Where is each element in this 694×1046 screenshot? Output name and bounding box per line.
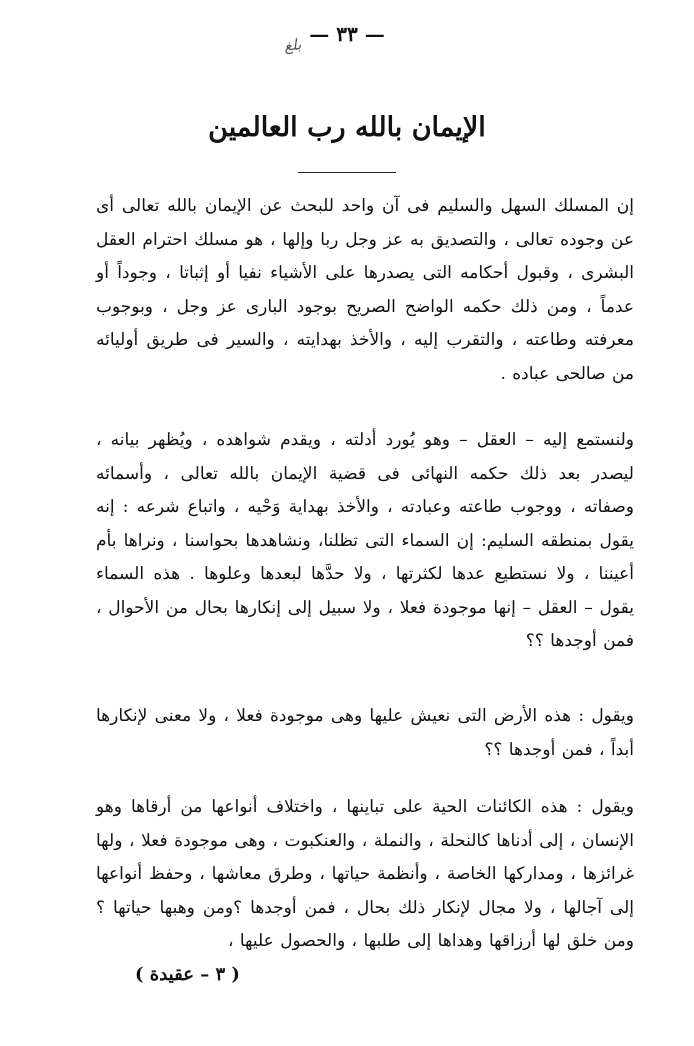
paragraph-3: ويقول : هذه الأرض التى نعيش عليها وهى موجودة فعلا ، ولا معنى لإنكارها أبداً ، فمن أوجدها ؟؟ <box>96 706 634 760</box>
page-title: الإيمان بالله رب العالمين <box>208 112 486 143</box>
footer-signature: ( ٣ – عقيدة ) <box>135 964 240 985</box>
paragraph-4: ويقول : هذه الكائنات الحية على تباينها ، واختلاف أنواعها من أرقاها وهو الإنسان ، إلى أدناها كالنحلة ، والنملة ، والعنكبوت ، وهى موجودة فعلا ، ولها غرائزها ، ومداركها الخاصة ، وأنظمة حياتها ، وطرق معاشها ، وحفظ أنواعها إلى آجالها ، ولا مجال لإنكار ذلك بحال ، فمن أوجدها ؟ومن وهبها حياتها ؟ ومن خلق لها أرزاقها وهداها إلى طلبها ، والحصول عليها ، <box>96 797 634 951</box>
title-divider <box>298 172 396 173</box>
paragraph-1: إن المسلك السهل والسليم فى آن واحد للبحث عن الإيمان بالله تعالى أى عن وجوده تعالى ، والتصديق به عز وجل ربا وإلها ، هو مسلك احترام العقل البشرى ، وقبول أحكامه التى يصدرها على الأشياء نفيا أو إثباتا ، وجوداً أو عدماً ، ومن ذلك حكمه الواضح الصريح بوجود البارى عز وجل ، وبوجوب معرفته وطاعته ، والتقرب إليه ، والأخذ بهدايته ، والسير فى طريق أوليائه من صالحى عباده . <box>96 196 634 384</box>
page-number: — ٣٣ — <box>309 22 385 46</box>
paragraph-2: ولنستمع إليه – العقل – وهو يُورد أدلته ، ويقدم شواهده ، ويُظهر بيانه ، ليصدر بعد ذلك حكمه النهائى فى قضية الإيمان بالله تعالى ، وأسمائه وصفاته ، ووجوب طاعته وعبادته ، والأخذ بهداية وَحْيه ، واتباع شرعه : إنه يقول بمنطقه السليم: إن السماء التى تظلنا، ونشاهدها بحواسنا ، ونراها بأم أعيننا ، ولا نستطيع عدها لكثرتها ، ولا حدَّها لبعدها وعلوها . هذه السماء يقول – العقل – إنها موجودة فعلا ، ولا سبيل إلى إنكارها بحال من الأحوال ، فمن أوجدها ؟؟ <box>96 430 634 651</box>
handwritten-note: بلغ <box>283 35 303 55</box>
